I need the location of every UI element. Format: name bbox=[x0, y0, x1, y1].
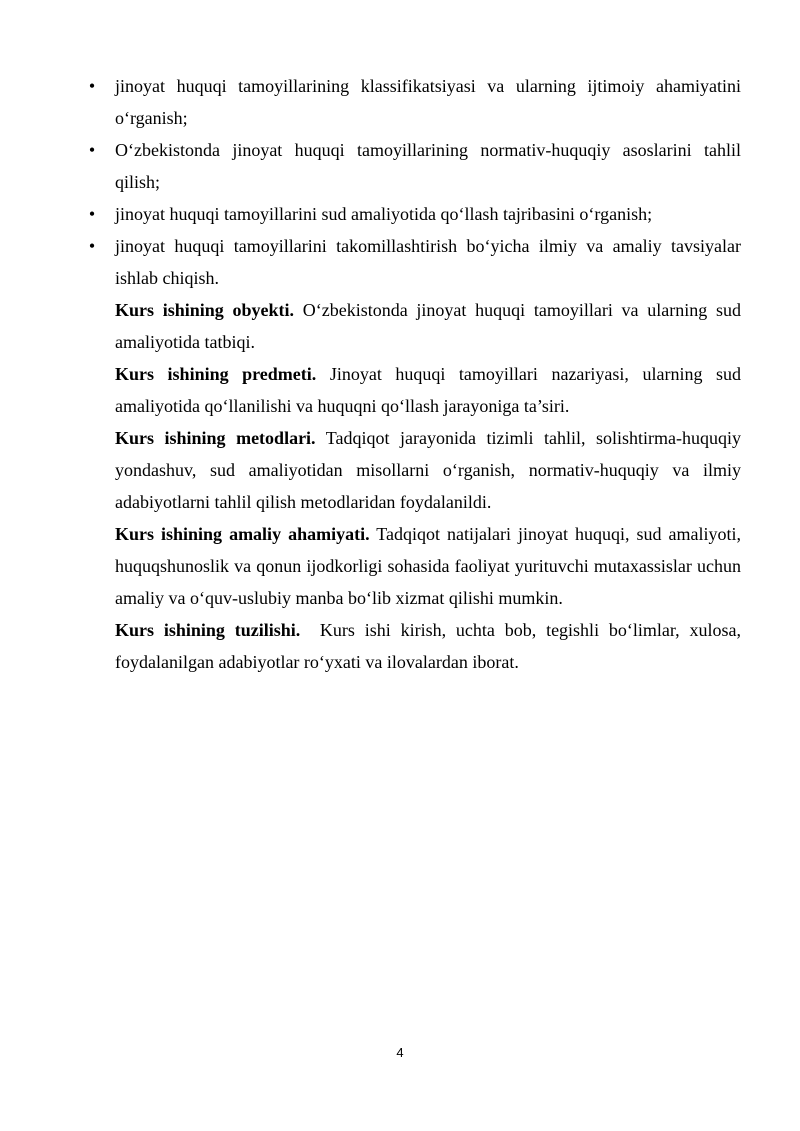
bullet-icon: • bbox=[88, 236, 96, 256]
bullet-icon: • bbox=[88, 140, 96, 160]
objectives-list bbox=[88, 70, 741, 294]
section-heading: Kurs ishining metodlari. bbox=[115, 428, 316, 448]
page-content bbox=[88, 70, 746, 678]
section-heading: Kurs ishining tuzilishi. bbox=[115, 620, 301, 640]
section-methods bbox=[115, 422, 741, 518]
list-item-text: O‘zbekistonda jinoyat huquqi tamoyillarining normativ-huquqiy asoslarini tahlil qilish; bbox=[115, 140, 741, 192]
list-item bbox=[88, 70, 741, 134]
list-item bbox=[88, 134, 741, 198]
list-item-text: jinoyat huquqi tamoyillarining klassifikatsiyasi va ularning ijtimoiy ahamiyatini o‘rganish; bbox=[115, 76, 741, 128]
list-item bbox=[88, 230, 741, 294]
section-text: Jinoyat huquqi tamoyillari nazariyasi, ularning sud amaliyotida qo‘llanilishi va huquqni qo‘llash jarayoniga ta’siri. bbox=[115, 364, 741, 416]
bullet-icon: • bbox=[88, 76, 96, 96]
section-heading: Kurs ishining predmeti. bbox=[115, 364, 317, 384]
section-heading: Kurs ishining amaliy ahamiyati. bbox=[115, 524, 370, 544]
section-object bbox=[115, 294, 741, 358]
section-text: Tadqiqot natijalari jinoyat huquqi, sud amaliyoti, huquqshunoslik va qonun ijodkorligi sohasida faoliyat yurituvchi mutaxassislar uchun amaliy va o‘quv-uslubiy manba bo‘lib xizmat qilishi mumkin. bbox=[115, 524, 741, 608]
section-heading: Kurs ishining obyekti. bbox=[115, 300, 294, 320]
list-item-text: jinoyat huquqi tamoyillarini takomillashtirish bo‘yicha ilmiy va amaliy tavsiyalar ishlab chiqish. bbox=[115, 236, 741, 288]
section-structure bbox=[115, 614, 746, 678]
section-text: Tadqiqot jarayonida tizimli tahlil, solishtirma-huquqiy yondashuv, sud amaliyotidan misollarni o‘rganish, normativ-huquqiy va ilmiy adabiyotlarni tahlil qilish metodlaridan foydalanildi. bbox=[115, 428, 741, 512]
bullet-icon: • bbox=[88, 204, 96, 224]
list-item-text: jinoyat huquqi tamoyillarini sud amaliyotida qo‘llash tajribasini o‘rganish; bbox=[115, 204, 653, 224]
page-number: 4 bbox=[396, 1045, 404, 1060]
section-text: O‘zbekistonda jinoyat huquqi tamoyillari va ularning sud amaliyotida tatbiqi. bbox=[115, 300, 741, 352]
section-subject bbox=[115, 358, 741, 422]
list-item bbox=[88, 198, 741, 230]
section-practical-significance bbox=[115, 518, 741, 614]
section-text: Kurs ishi kirish, uchta bob, tegishli bo‘limlar, xulosa, foydalanilgan adabiyotlar ro‘yxati va ilovalardan iborat. bbox=[115, 620, 746, 672]
